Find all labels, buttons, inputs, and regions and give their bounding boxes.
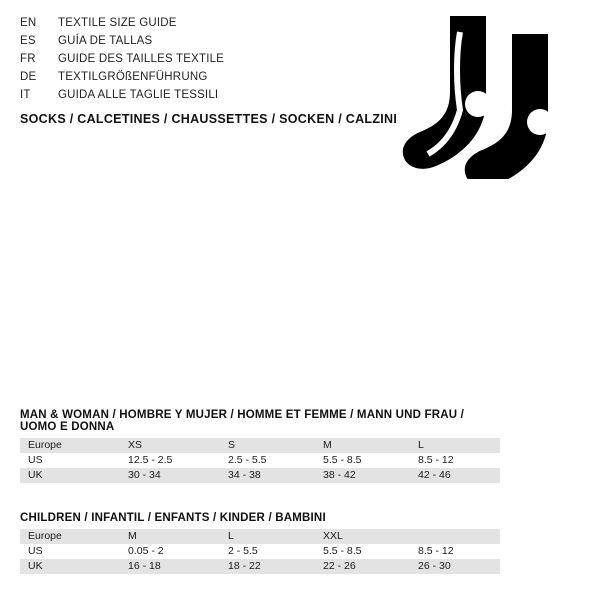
cell: XXL <box>315 529 410 544</box>
cell: US <box>20 544 120 559</box>
cell: 42 - 46 <box>410 468 500 483</box>
language-row <box>20 35 380 53</box>
table-row <box>20 453 500 468</box>
language-code: ES <box>20 35 36 47</box>
cell: 38 - 42 <box>315 468 410 483</box>
cell <box>410 529 500 544</box>
size-table-adult-section <box>20 409 500 483</box>
cell: 2 - 5.5 <box>220 544 315 559</box>
cell: M <box>120 529 220 544</box>
language-label: GUIDE DES TAILLES TEXTILE <box>58 53 225 65</box>
sock-shape-back <box>403 16 491 169</box>
size-table-children <box>20 529 500 574</box>
cell: UK <box>20 559 120 574</box>
cell: 26 - 30 <box>410 559 500 574</box>
cell: 30 - 34 <box>120 468 220 483</box>
cell: 12.5 - 2.5 <box>120 453 220 468</box>
language-row <box>20 71 380 89</box>
socks-illustration <box>398 14 573 179</box>
cell: 5.5 - 8.5 <box>315 453 410 468</box>
cell: Europe <box>20 529 120 544</box>
cell: 0.05 - 2 <box>120 544 220 559</box>
size-table-children-section <box>20 512 500 574</box>
table-row <box>20 544 500 559</box>
language-code: FR <box>20 53 36 65</box>
cell: UK <box>20 468 120 483</box>
product-category-line: SOCKS / CALCETINES / CHAUSSETTES / SOCKEN / CALZINI <box>20 112 398 126</box>
table-row <box>20 468 500 483</box>
language-label: GUIDA ALLE TAGLIE TESSILI <box>58 89 219 101</box>
language-label: TEXTILE SIZE GUIDE <box>58 17 177 29</box>
table-row <box>20 529 500 544</box>
language-row <box>20 53 380 71</box>
language-label: GUÍA DE TALLAS <box>58 35 153 47</box>
cell: M <box>315 438 410 453</box>
language-code: EN <box>20 17 37 29</box>
cell: XS <box>120 438 220 453</box>
cell: 22 - 26 <box>315 559 410 574</box>
cell: 16 - 18 <box>120 559 220 574</box>
table-row <box>20 559 500 574</box>
cell: L <box>220 529 315 544</box>
language-code: DE <box>20 71 37 83</box>
cell: 34 - 38 <box>220 468 315 483</box>
table-row <box>20 438 500 453</box>
cell: 8.5 - 12 <box>410 453 500 468</box>
cell: S <box>220 438 315 453</box>
language-row <box>20 17 380 35</box>
table-title: MAN & WOMAN / HOMBRE Y MUJER / HOMME ET FEMME / MANN UND FRAU / UOMO E DONNA <box>20 409 465 433</box>
cell: 18 - 22 <box>220 559 315 574</box>
language-list <box>20 17 380 107</box>
language-label: TEXTILGRÖßENFÜHRUNG <box>58 71 208 83</box>
cell: 2.5 - 5.5 <box>220 453 315 468</box>
language-code: IT <box>20 89 31 101</box>
language-row <box>20 89 380 107</box>
cell: L <box>410 438 500 453</box>
table-title: CHILDREN / INFANTIL / ENFANTS / KINDER / BAMBINI <box>20 512 326 524</box>
cell: US <box>20 453 120 468</box>
size-table-adult <box>20 438 500 483</box>
cell: 5.5 - 8.5 <box>315 544 410 559</box>
cell: 8.5 - 12 <box>410 544 500 559</box>
cell: Europe <box>20 438 120 453</box>
